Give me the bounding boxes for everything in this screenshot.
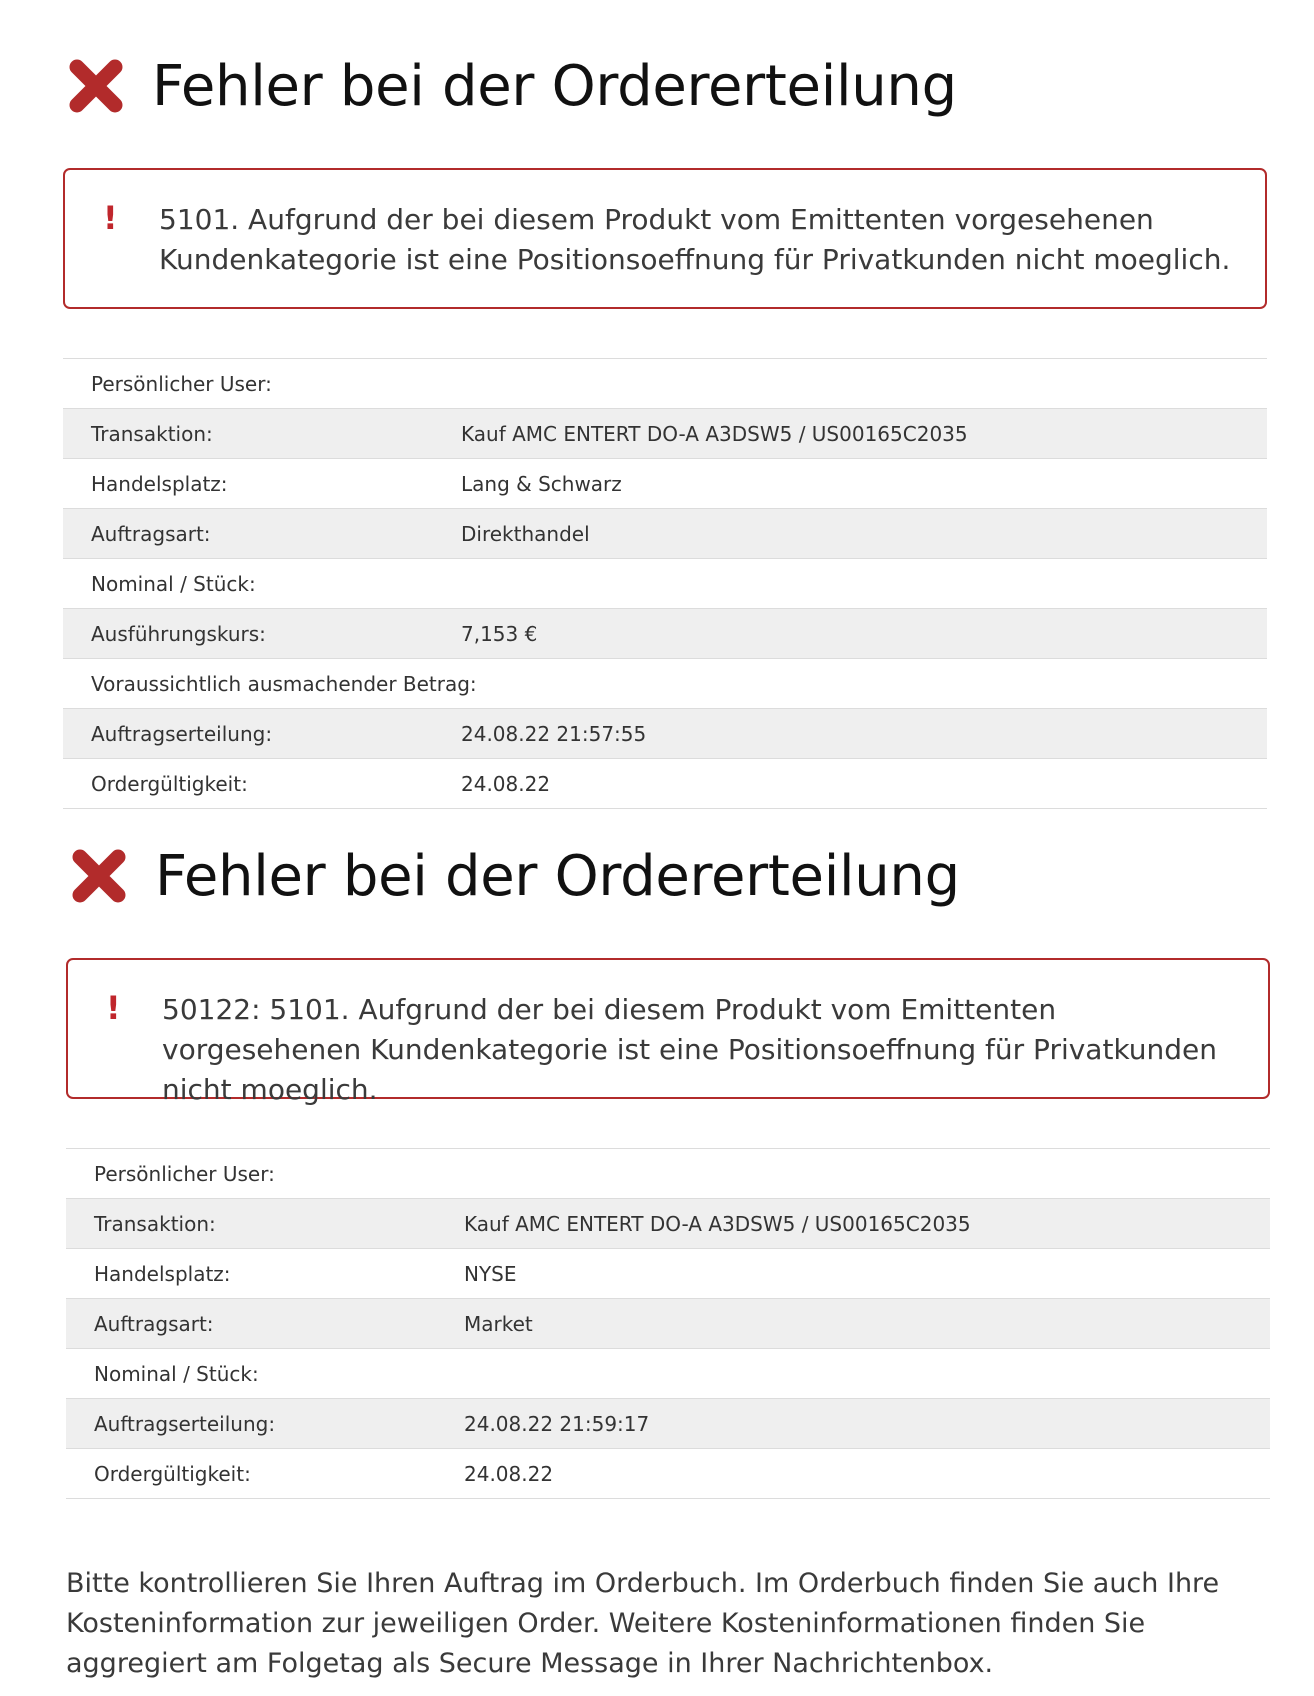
row-label: Ordergültigkeit: bbox=[91, 771, 248, 796]
row-label: Voraussichtlich ausmachender Betrag: bbox=[91, 671, 477, 696]
row-label: Nominal / Stück: bbox=[91, 571, 256, 596]
table-row bbox=[63, 359, 1267, 409]
row-value: 24.08.22 21:59:17 bbox=[464, 1411, 650, 1436]
row-label: Auftragsart: bbox=[91, 521, 211, 546]
error-alert bbox=[63, 168, 1267, 309]
row-value: Kauf AMC ENTERT DO-A A3DSW5 / US00165C2035 bbox=[461, 421, 968, 446]
page-title: Fehler bei der Ordererteilung bbox=[152, 53, 957, 119]
table-row bbox=[63, 759, 1267, 809]
row-label: Auftragsart: bbox=[94, 1311, 214, 1336]
row-label: Auftragserteilung: bbox=[91, 721, 273, 746]
table-row bbox=[66, 1249, 1270, 1299]
row-value: Market bbox=[464, 1311, 533, 1336]
error-message: 5101. Aufgrund der bei diesem Produkt vom Emittenten vorgesehenen Kundenkategorie ist eine Positionsoeffnung für Privatkunden nicht moeglich. bbox=[159, 203, 1231, 276]
row-label: Auftragserteilung: bbox=[94, 1411, 276, 1436]
row-value: 7,153 € bbox=[461, 621, 538, 646]
order-error-section-1 bbox=[63, 48, 1267, 809]
row-label: Handelsplatz: bbox=[94, 1261, 231, 1286]
table-row bbox=[66, 1349, 1270, 1399]
row-value: 24.08.22 bbox=[464, 1461, 554, 1486]
row-label: Persönlicher User: bbox=[91, 371, 272, 396]
row-value: Lang & Schwarz bbox=[461, 471, 622, 496]
table-row bbox=[66, 1449, 1270, 1499]
row-value: 24.08.22 21:57:55 bbox=[461, 721, 647, 746]
x-icon bbox=[67, 57, 125, 115]
row-value: Direkthandel bbox=[461, 521, 590, 546]
row-label: Ausführungskurs: bbox=[91, 621, 266, 646]
table-row bbox=[63, 509, 1267, 559]
error-message: 50122: 5101. Aufgrund der bei diesem Produkt vom Emittenten vorgesehenen Kundenkategorie ist eine Positionsoeffnung für Privatkunden nicht moeglich. bbox=[162, 993, 1218, 1106]
table-row bbox=[63, 409, 1267, 459]
table-row bbox=[63, 609, 1267, 659]
table-row bbox=[66, 1199, 1270, 1249]
row-value: Kauf AMC ENTERT DO-A A3DSW5 / US00165C2035 bbox=[464, 1211, 971, 1236]
x-icon bbox=[70, 847, 128, 905]
row-label: Ordergültigkeit: bbox=[94, 1461, 251, 1486]
exclamation-icon: ! bbox=[106, 989, 121, 1027]
order-details-table bbox=[66, 1148, 1270, 1499]
order-details-table bbox=[63, 358, 1267, 809]
row-label: Persönlicher User: bbox=[94, 1161, 275, 1186]
row-value: NYSE bbox=[464, 1261, 517, 1286]
table-row bbox=[63, 459, 1267, 509]
error-heading bbox=[66, 838, 1270, 914]
footer-notice: Bitte kontrollieren Sie Ihren Auftrag im Orderbuch. Im Orderbuch finden Sie auch Ihre Kosteninformation zur jeweiligen Order. Weitere Kosteninformationen finden Sie aggregiert am Folgetag als Secure Message in Ihrer Nachrichtenbox. bbox=[66, 1568, 1220, 1679]
error-alert bbox=[66, 958, 1270, 1106]
table-row bbox=[63, 559, 1267, 609]
table-row bbox=[66, 1399, 1270, 1449]
row-label: Handelsplatz: bbox=[91, 471, 228, 496]
table-row bbox=[66, 1299, 1270, 1349]
exclamation-icon: ! bbox=[103, 199, 118, 237]
row-label: Transaktion: bbox=[91, 421, 213, 446]
table-row bbox=[63, 659, 1267, 709]
table-row bbox=[66, 1149, 1270, 1199]
error-heading bbox=[63, 48, 1267, 124]
page-title: Fehler bei der Ordererteilung bbox=[155, 843, 960, 909]
row-label: Transaktion: bbox=[94, 1211, 216, 1236]
table-row bbox=[63, 709, 1267, 759]
row-label: Nominal / Stück: bbox=[94, 1361, 259, 1386]
order-error-section-2 bbox=[66, 838, 1270, 1499]
row-value: 24.08.22 bbox=[461, 771, 551, 796]
